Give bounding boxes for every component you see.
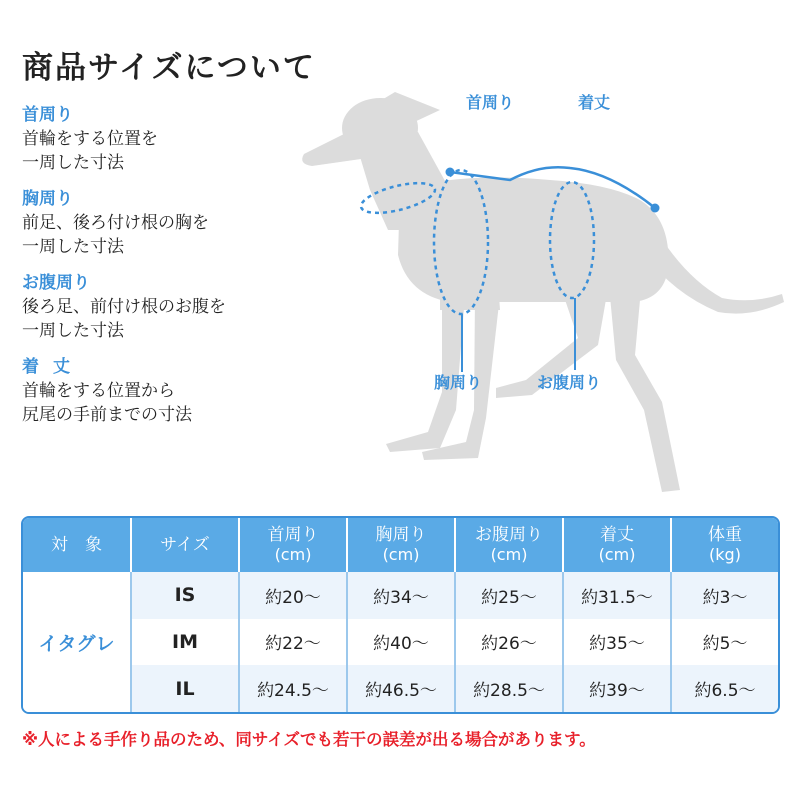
weight-cell: 約3～	[671, 572, 778, 619]
size-table	[21, 516, 780, 714]
neck-cell: 約22～	[239, 619, 347, 666]
diagram-label-belly: お腹周り	[537, 373, 602, 392]
definition-neck	[22, 103, 322, 175]
chest-cell: 約34～	[347, 572, 455, 619]
size-cell: IM	[131, 619, 239, 666]
definition-chest	[22, 187, 322, 259]
definition-text: 一周した寸法	[22, 321, 124, 341]
diagram-label-length: 着丈	[578, 93, 611, 112]
table-row	[23, 619, 778, 666]
header-target: 対 象	[23, 518, 131, 572]
diagram-label-chest: 胸周り	[434, 373, 483, 392]
belly-cell: 約28.5～	[455, 665, 563, 712]
definition-heading: 首周り	[22, 105, 73, 125]
table-row	[23, 572, 778, 619]
definition-heading: お腹周り	[22, 273, 90, 293]
chest-cell: 約40～	[347, 619, 455, 666]
dog-measurement-diagram	[290, 80, 800, 510]
neck-cell: 約24.5～	[239, 665, 347, 712]
length-cell: 約39～	[563, 665, 671, 712]
length-cell: 約31.5～	[563, 572, 671, 619]
weight-cell: 約5～	[702, 634, 748, 655]
definition-text: 前足、後ろ付け根の胸を	[22, 213, 209, 233]
size-cell: IS	[131, 572, 239, 619]
belly-cell: 約25～	[455, 572, 563, 619]
table-row	[23, 665, 778, 712]
definition-belly	[22, 271, 322, 343]
definition-length	[22, 355, 322, 427]
header-length: 着丈 (cm)	[563, 518, 671, 572]
page-title: 商品サイズについて	[22, 50, 316, 86]
definition-text: 後ろ足、前付け根のお腹を	[22, 297, 226, 317]
definition-text: 一周した寸法	[22, 153, 124, 173]
size-cell: IL	[131, 665, 239, 712]
length-end-dot	[651, 204, 660, 213]
header-weight: 体重 (kg)	[671, 518, 778, 572]
length-cell: 約35～	[563, 619, 671, 666]
header-belly: お腹周り (cm)	[455, 518, 563, 572]
table-header-row	[23, 518, 778, 572]
header-chest: 胸周り (cm)	[347, 518, 455, 572]
definition-text: 首輪をする位置から	[22, 381, 175, 401]
definition-text: 尻尾の手前までの寸法	[22, 405, 192, 425]
neck-cell: 約20～	[239, 572, 347, 619]
weight-cell: 約6.5～	[671, 665, 778, 712]
definition-heading: 着丈	[22, 357, 84, 377]
chest-cell: 約46.5～	[347, 665, 455, 712]
header-size: サイズ	[131, 518, 239, 572]
definition-heading: 胸周り	[22, 189, 73, 209]
diagram-label-neck: 首周り	[466, 93, 515, 112]
dog-silhouette	[302, 92, 784, 492]
definitions-list	[22, 103, 322, 439]
definition-text: 首輪をする位置を	[22, 129, 158, 149]
belly-cell: 約26～	[455, 619, 563, 666]
disclaimer-note: ※人による手作り品のため、同サイズでも若干の誤差が出る場合があります。	[22, 730, 596, 749]
target-breed: イタグレ	[23, 572, 131, 712]
definition-text: 一周した寸法	[22, 237, 124, 257]
header-neck: 首周り (cm)	[239, 518, 347, 572]
